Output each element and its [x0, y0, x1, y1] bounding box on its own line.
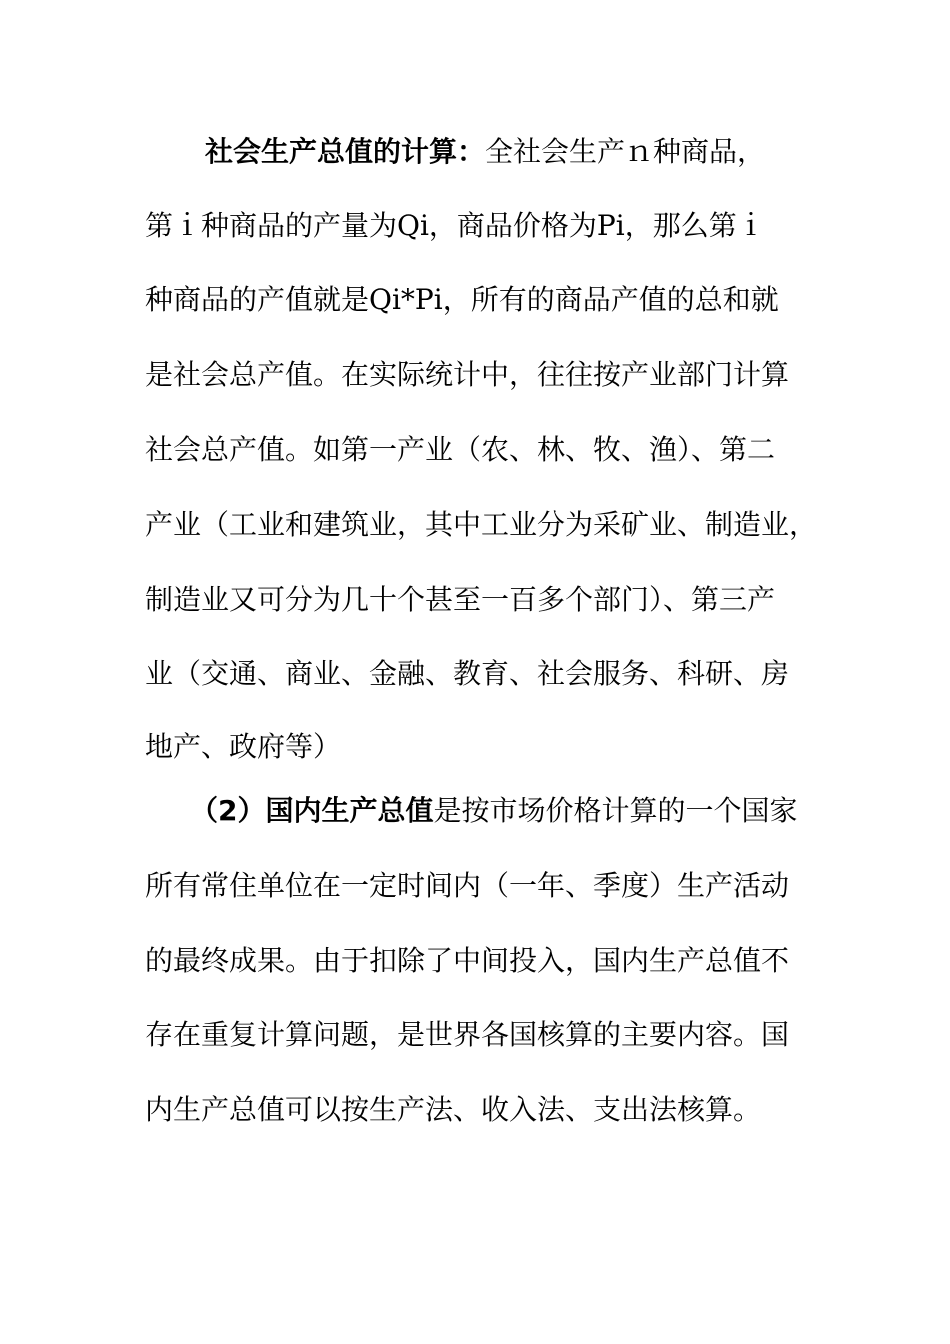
paragraph-1-line-2: 第ｉ种商品的产量为Qi，商品价格为Pi，那么第ｉ [145, 209, 765, 242]
paragraph-2-line-2: 所有常住单位在一定时间内（一年、季度）生产活动 [145, 869, 790, 902]
paragraph-1-line-1-text: 全社会生产ｎ种商品， [485, 135, 766, 168]
paragraph-2-heading: （2）国内生产总值 [190, 794, 434, 827]
paragraph-1-line-4: 是社会总产值。在实际统计中，往往按产业部门计算 [145, 358, 790, 391]
paragraph-2-line-4: 存在重复计算问题，是世界各国核算的主要内容。国 [145, 1018, 790, 1051]
paragraph-2-line-5: 内生产总值可以按生产法、收入法、支出法核算。 [145, 1093, 762, 1126]
paragraph-1-line-8: 业（交通、商业、金融、教育、社会服务、科研、房 [145, 657, 790, 690]
paragraph-1-line-5: 社会总产值。如第一产业（农、林、牧、渔）、第二 [145, 433, 776, 466]
paragraph-1-line-1 [205, 132, 905, 172]
paragraph-1-line-6: 产业（工业和建筑业，其中工业分为采矿业、制造业， [145, 508, 818, 541]
paragraph-1-heading: 社会生产总值的计算： [205, 135, 486, 168]
paragraph-1-line-7: 制造业又可分为几十个甚至一百多个部门）、第三产 [145, 583, 776, 616]
paragraph-2-line-3: 的最终成果。由于扣除了中间投入，国内生产总值不 [145, 944, 790, 977]
paragraph-1-line-3: 种商品的产值就是Qi*Pi，所有的商品产值的总和就 [145, 283, 779, 316]
paragraph-2-line-1 [190, 791, 890, 831]
paragraph-2-line-1-text: 是按市场价格计算的一个国家 [433, 794, 798, 827]
paragraph-1-line-9: 地产、政府等） [145, 730, 342, 763]
